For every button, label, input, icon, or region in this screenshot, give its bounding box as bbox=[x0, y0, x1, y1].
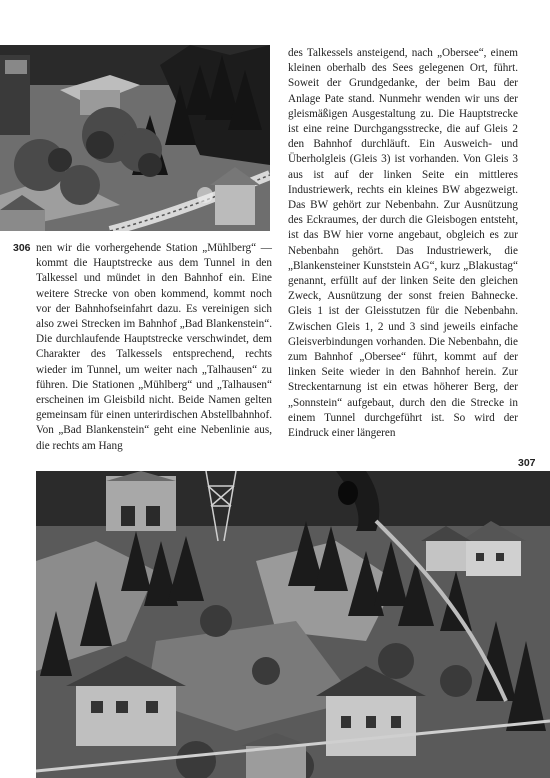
photo-bottom-image bbox=[36, 471, 550, 778]
page-number-left: 306 bbox=[13, 242, 31, 254]
text-column-right bbox=[288, 46, 518, 441]
body-text-left: nen wir die vorhergehende Station „Mühlberg“ — kommt die Hauptstrecke aus dem Tunnel in den Talkessel und mündet in den Bahnhof ein. Eine weitere Strecke von oben kommend, kommt noch vor der Bahnhofseinfahrt dazu. Es vereinigen sich also zwei Strecken im Bahnhof „Bad Blankenstein“. Die durchlaufende Hauptstrecke verschwindet, dem Charakter des Talkessels entsprechend, rechts wieder im Tunnel, um weiter nach „Talhausen“ zu führen. Die Stationen „Mühlberg“ und „Talhausen“ erscheinen im Gleisbild nicht. Beide Namen gelten gemeinsam für einen unterirdischen Abstellbahnhof. Von „Bad Blankenstein“ geht eine Nebenlinie aus, die rechts am Hang bbox=[36, 242, 272, 452]
text-column-left bbox=[36, 241, 272, 454]
photo-model-railway-trees bbox=[0, 45, 270, 231]
photo-top-image bbox=[0, 45, 270, 231]
body-text-right: des Talkessels ansteigend, nach „Obersee“, einem kleinen oberhalb des Sees gelegenen Ort, führt. Soweit der Grundgedanke, der beim Bau der Anlage Pate stand. Nunmehr wenden wir uns der gleismäßigen Ausgestaltung zu. Die Hauptstrecke ist eine reine Durchgangsstrecke, die auf Gleis 2 den Bahnhof durchläuft. Ein Ausweich- und Überholgleis (Gleis 3) ist vorhanden. Von Gleis 3 aus ist auf der linken Seite ein mittleres Industriewerk, rechts ein kleines BW abgezweigt. Das BW gehört zur Nebenbahn. Zur Ausnützung des Eckraumes, der durch die Gleisbogen entsteht, ist das BW hier vorne angebaut, obgleich es zur Nebenbahn gehört. Das Industriewerk, die „Blankensteiner Kunststein AG“, kurz „Blakustag“ genannt, erfüllt auf der linken Seite den gleichen Zweck, Ausnützung der sonst freien Bahnecke. Gleis 1 ist der Gleisstutzen für die Nebenbahn. Zwischen Gleis 1, 2 und 3 sind jeweils einfache Gleisverbindungen vorhanden. Die Nebenbahn, die zum Bahnhof „Obersee“ führt, kommt auf der linken Seite wieder in den Bahnhof herein. Zur Streckentarnung ist ein etwas höherer Berg, der „Sonnstein“ aufgebaut, durch den die Strecke in einem Tunnel durchgeführt ist. So wird der Eindruck einer längeren bbox=[288, 47, 518, 440]
page-number-right: 307 bbox=[518, 457, 536, 469]
photo-model-railway-station bbox=[36, 471, 550, 778]
